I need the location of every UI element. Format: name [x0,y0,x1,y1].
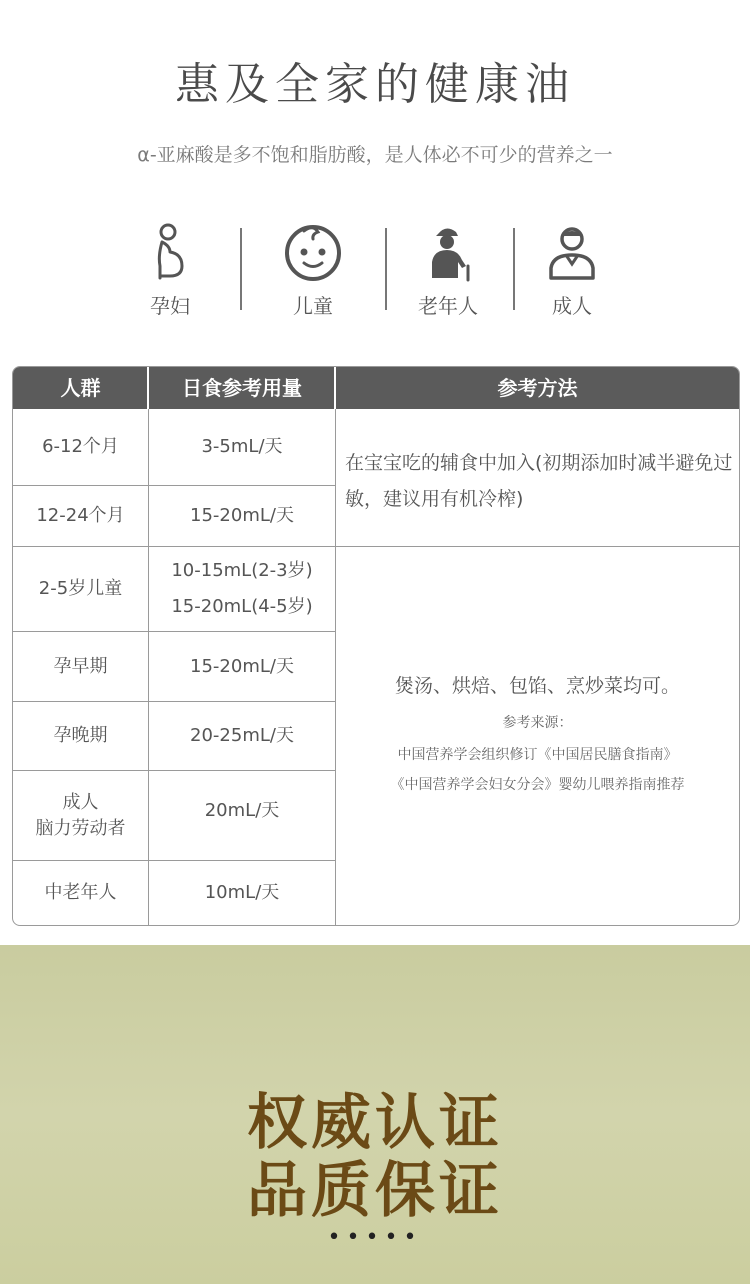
certification-banner [0,945,750,1284]
table-row-group: 孕早期 [53,655,108,677]
source-label: 参考来源： [502,715,573,731]
header-method: 参考方法 [497,376,578,400]
dosage-table [12,366,740,926]
table-row-group: 孕晚期 [53,725,108,746]
table-row-amount: 20-25mL/天 [190,725,294,746]
group-label-pregnant: 孕妇 [150,294,190,318]
divider [513,228,515,310]
divider [240,228,242,310]
table-row-group [13,771,148,860]
table-row-amount: 10mL/天 [204,882,280,903]
pregnant-woman-icon [148,222,192,282]
table-row-group: 2-5岁儿童 [38,578,123,599]
table-row-amount: 15-20mL/天 [190,505,294,526]
banner-line-quality: 品质保证 [247,1156,503,1226]
target-groups [105,222,645,318]
table-row-group: 12-24个月 [36,505,125,526]
method-general-text: 煲汤、烘焙、包馅、烹炒菜均可。 [394,675,680,697]
divider [385,228,387,310]
child-face-icon [282,222,344,282]
table-header [13,367,739,409]
adult-person-icon [547,222,597,282]
header-amount: 日食参考用量 [182,376,302,400]
table-row-amount [149,547,335,631]
group-label-adult: 成人 [552,294,592,318]
method-general [336,671,739,800]
group-child [258,222,368,319]
table-row-amount: 15-20mL/天 [190,655,294,677]
amount-line: 15-20mL(4-5岁) [171,596,313,617]
group-line: 成人 [62,791,99,813]
group-pregnant [115,222,225,319]
header-group: 人群 [60,376,101,400]
method-infant: 在宝宝吃的辅食中加入(初期添加时减半避免过敏，建议用有机冷榨) [345,452,733,510]
page-subtitle: α-亚麻酸是多不饱和脂肪酸，是人体必不可少的营养之一 [137,144,613,166]
table-row-amount: 3-5mL/天 [201,436,283,457]
group-line: 脑力劳动者 [35,817,126,839]
group-label-elderly: 老年人 [418,294,478,318]
group-label-child: 儿童 [293,294,333,318]
table-row-group: 6-12个月 [42,436,119,457]
banner-dots: ••••• [327,1225,423,1250]
group-adult [517,222,627,319]
source-line: 中国营养学会组织修订《中国居民膳食指南》 [397,747,678,763]
table-row-amount: 20mL/天 [204,800,280,821]
group-elderly [393,222,503,319]
table-row-group: 中老年人 [44,882,117,903]
elderly-person-icon [418,222,478,282]
amount-line: 10-15mL(2-3岁) [171,560,313,581]
source-line: 《中国营养学会妇女分会》婴幼儿喂养指南推荐 [390,777,685,793]
banner-line-authority: 权威认证 [247,1088,503,1158]
page-title: 惠及全家的健康油 [175,59,575,110]
